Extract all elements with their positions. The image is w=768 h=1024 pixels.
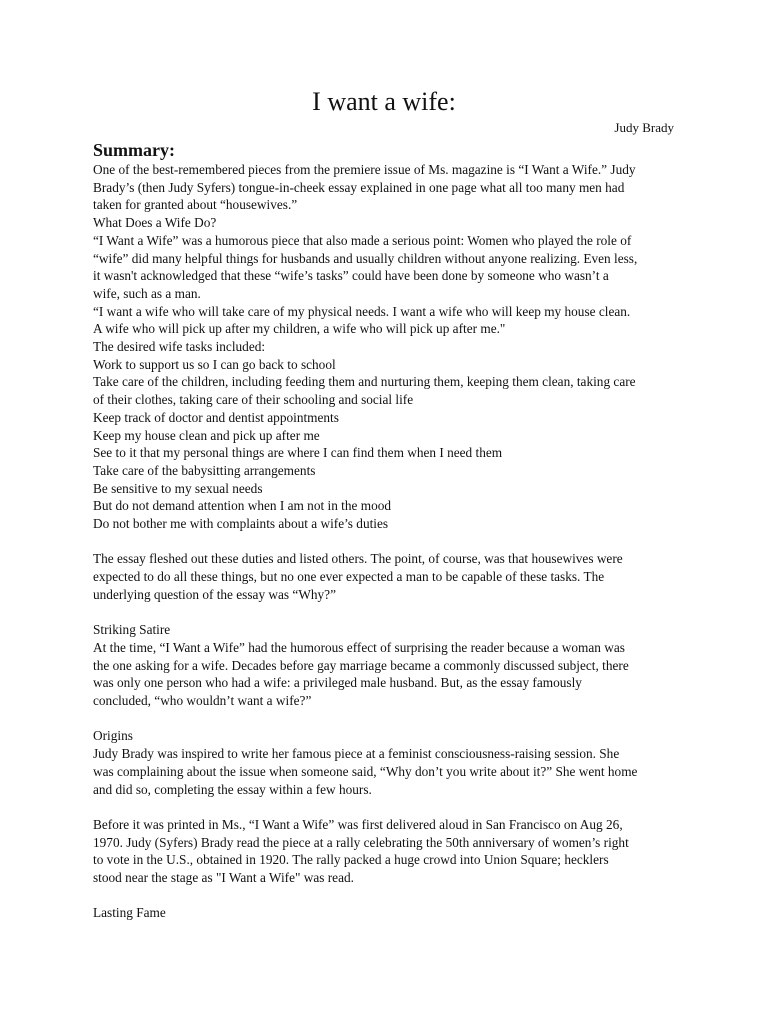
text-line: underlying question of the essay was “Why?”: [93, 586, 336, 602]
text-line: Do not bother me with complaints about a wife’s duties: [93, 516, 389, 532]
text-line: 1970. Judy (Syfers) Brady read the piece at a rally celebrating the 50th anniversary of women’s right: [93, 834, 629, 850]
text-line: See to it that my personal things are where I can find them when I need them: [93, 445, 503, 461]
text-line: Keep my house clean and pick up after me: [93, 427, 320, 443]
text-line: Brady’s (then Judy Syfers) tongue-in-cheek essay explained in one page what all too many men had: [93, 179, 625, 195]
text-line: concluded, “who wouldn’t want a wife?”: [93, 693, 312, 709]
text-line: “I Want a Wife” was a humorous piece that also made a serious point: Women who played the role of: [93, 232, 632, 248]
document-title: I want a wife:: [312, 87, 456, 116]
text-line: taken for granted about “housewives.”: [93, 197, 298, 213]
text-line: wife, such as a man.: [93, 285, 201, 301]
text-line: But do not demand attention when I am not in the mood: [93, 498, 392, 514]
paragraph-spacer: [93, 887, 683, 905]
summary-heading: Summary:: [93, 140, 175, 160]
text-line: to vote in the U.S., obtained in 1920. The rally packed a huge crowd into Union Square; hecklers: [93, 852, 609, 868]
paragraph-spacer: [93, 533, 683, 551]
text-line: The desired wife tasks included:: [93, 339, 266, 355]
text-line: Work to support us so I can go back to school: [93, 356, 336, 372]
paragraph-spacer: [93, 604, 683, 622]
text-line: Take care of the babysitting arrangements: [93, 462, 316, 478]
text-line: What Does a Wife Do?: [93, 215, 217, 231]
text-line: the one asking for a wife. Decades before gay marriage became a commonly discussed subject, there: [93, 657, 629, 673]
text-line: A wife who will pick up after my children, a wife who will pick up after me.": [93, 321, 506, 337]
text-line: of their clothes, taking care of their schooling and social life: [93, 392, 414, 408]
text-line: Before it was printed in Ms., “I Want a Wife” was first delivered aloud in San Francisco on Aug 26,: [93, 816, 623, 832]
text-line: Origins: [93, 728, 133, 744]
paragraph-spacer: [93, 798, 683, 816]
text-line: was complaining about the issue when someone said, “Why don’t you write about it?” She went home: [93, 763, 638, 779]
text-line: “wife” did many helpful things for husbands and usually children without anyone realizing. Even less,: [93, 250, 638, 266]
text-line: One of the best-remembered pieces from the premiere issue of Ms. magazine is “I Want a Wife.” Judy: [93, 162, 636, 177]
author-name: Judy Brady: [614, 120, 674, 135]
text-line: Judy Brady was inspired to write her famous piece at a feminist consciousness-raising session. She: [93, 746, 620, 762]
text-line: At the time, “I Want a Wife” had the humorous effect of surprising the reader because a woman was: [93, 639, 625, 655]
text-line: expected to do all these things, but no one ever expected a man to be capable of these tasks. The: [93, 569, 605, 585]
text-line: “I want a wife who will take care of my physical needs. I want a wife who will keep my house clean.: [93, 303, 631, 319]
text-line: and did so, completing the essay within a few hours.: [93, 781, 372, 797]
text-line: it wasn't acknowledged that these “wife’s tasks” could have been done by someone who wasn’t a: [93, 268, 609, 284]
text-line: Lasting Fame: [93, 905, 166, 921]
text-line: was only one person who had a wife: a privileged male husband. But, as the essay famously: [93, 675, 582, 691]
document-body: [93, 139, 683, 922]
paragraph-spacer: [93, 710, 683, 728]
text-line: The essay fleshed out these duties and listed others. The point, of course, was that housewives were: [93, 551, 623, 567]
text-line: Striking Satire: [93, 622, 171, 638]
text-line: Be sensitive to my sexual needs: [93, 480, 263, 496]
text-line: stood near the stage as "I Want a Wife" was read.: [93, 870, 354, 886]
body-text: [93, 161, 683, 922]
text-line: Take care of the children, including feeding them and nurturing them, keeping them clean, taking care: [93, 374, 636, 390]
text-line: Keep track of doctor and dentist appointments: [93, 409, 339, 425]
